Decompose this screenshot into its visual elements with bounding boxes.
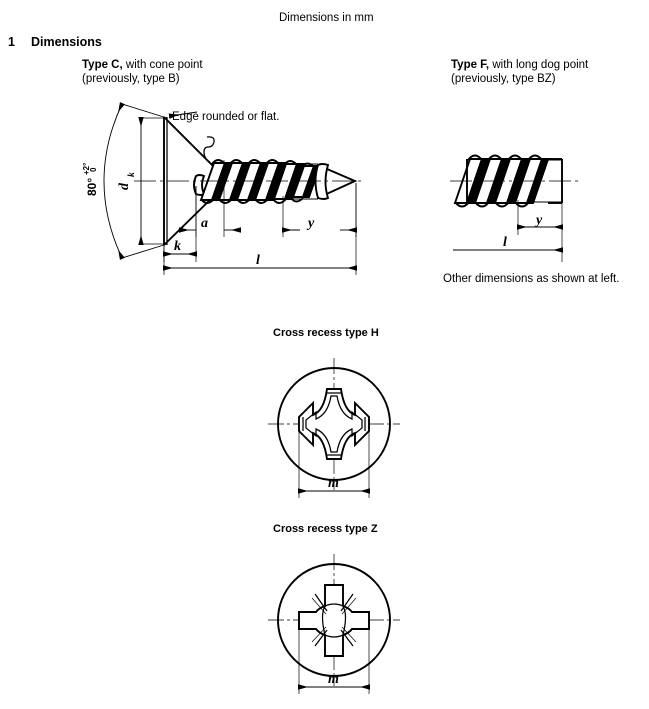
type-c-thread [201, 160, 320, 203]
head-angle-value: 80° [85, 177, 99, 196]
cross-recess-z-title: Cross recess type Z [273, 523, 378, 535]
type-f-screw-drawing [450, 156, 580, 263]
radius-curl-symbol [204, 137, 214, 162]
clause-number: 1 [8, 35, 15, 49]
type-f-heading-rest: with long dog point [489, 59, 589, 71]
dim-head-height [164, 186, 196, 262]
type-f-dim-total-length-label: l [503, 235, 507, 250]
cross-recess-z-drawing [268, 554, 400, 694]
type-f-subtitle: (previously, type BZ) [451, 73, 556, 85]
dim-unthreaded-length-label: a [201, 216, 208, 231]
type-c-heading-bold: Type C, [82, 59, 123, 71]
edge-rounded-note: Edge rounded or flat. [172, 111, 280, 123]
type-c-heading-rest: with cone point [122, 59, 203, 71]
dim-head-diameter-label: d [117, 183, 132, 190]
type-f-heading-bold: Type F, [451, 59, 490, 71]
recess-h-dim-width-label: m [328, 476, 339, 491]
type-f-dim-point-length [518, 200, 562, 262]
dim-total-length-label: l [256, 253, 260, 268]
type-c-cone-point [316, 164, 356, 199]
edge-rounded-leader [170, 112, 197, 116]
type-f-dim-point-length-label: y [536, 213, 543, 228]
dimensions-unit-note: Dimensions in mm [279, 12, 374, 24]
type-c-subtitle: (previously, type B) [82, 73, 180, 85]
head-angle-tolerance-upper: +2° [82, 162, 91, 175]
dim-point-length-label: y [308, 216, 315, 231]
dim-head-diameter-subscript: k [127, 172, 137, 177]
dim-head-height-label: k [174, 239, 181, 254]
type-f-dim-total-length [453, 235, 562, 250]
type-c-screw-drawing [82, 104, 362, 275]
other-dimensions-note: Other dimensions as shown at left. [443, 273, 620, 285]
recess-z-dim-width-label: m [328, 672, 339, 687]
cross-recess-h-drawing [268, 358, 400, 498]
cross-recess-h-title: Cross recess type H [273, 327, 379, 339]
head-angle-tolerance-lower: 0 [89, 167, 98, 172]
clause-title: Dimensions [31, 35, 102, 49]
